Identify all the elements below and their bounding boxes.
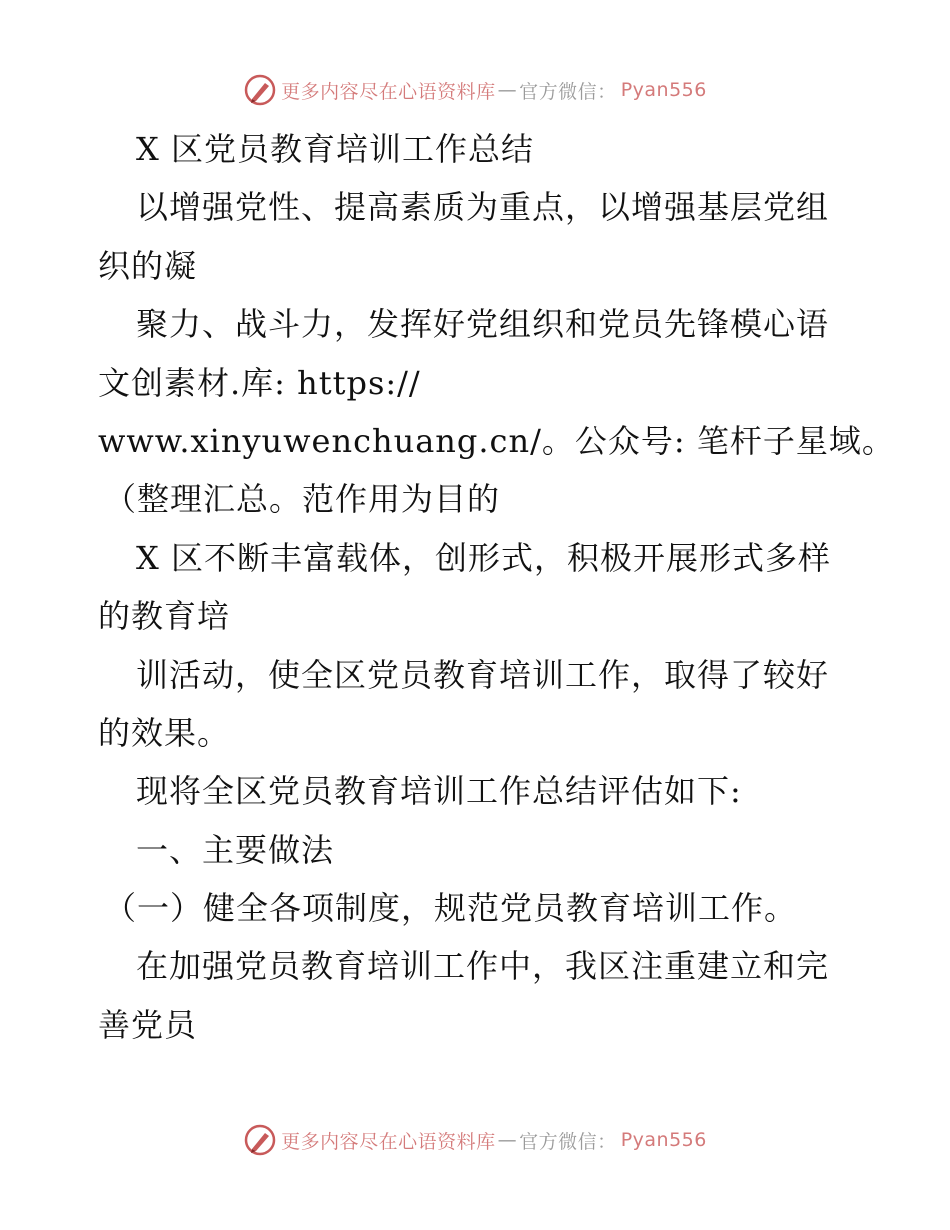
paragraph-line: 聚力、战斗力，发挥好党组织和党员先锋模心语 xyxy=(136,305,830,344)
paragraph-line: 善党员 xyxy=(98,1005,198,1044)
paragraph-line: 织的凝 xyxy=(98,246,198,285)
watermark-separator: — xyxy=(497,1129,518,1151)
document-title: X 区党员教育培训工作总结 xyxy=(136,130,534,168)
paragraph-line: X 区不断丰富载体，创形式，积极开展形式多样 xyxy=(136,538,831,577)
watermark-wechat-id: Pyan556 xyxy=(620,1129,707,1151)
pen-seal-icon xyxy=(243,73,277,107)
paragraph-line: 的教育培 xyxy=(98,597,231,636)
watermark-text: 更多内容尽在心语资料库 xyxy=(281,1130,496,1153)
paragraph-line: 在加强党员教育培训工作中，我区注重建立和完 xyxy=(136,947,830,986)
paragraph-line: 文创素材.库: https:// xyxy=(98,363,421,402)
paragraph-line: 的效果。 xyxy=(98,713,231,752)
paragraph-line: 以增强党性、提高素质为重点，以增强基层党组 xyxy=(136,188,830,227)
paragraph-line: （整理汇总。范作用为目的 xyxy=(104,480,501,519)
watermark-label: 官方微信： xyxy=(519,1130,617,1153)
watermark-banner-bottom xyxy=(0,1120,950,1160)
watermark-wechat-id: Pyan556 xyxy=(620,79,707,101)
document-body xyxy=(98,120,895,1054)
watermark-banner-top xyxy=(0,70,950,110)
section-heading: 一、主要做法 xyxy=(136,830,335,869)
watermark-text: 更多内容尽在心语资料库 xyxy=(281,80,496,103)
paragraph-line: 现将全区党员教育培训工作总结评估如下: xyxy=(136,772,742,811)
watermark-label: 官方微信： xyxy=(519,80,617,103)
paragraph-line: 训活动，使全区党员教育培训工作，取得了较好 xyxy=(136,655,830,694)
pen-seal-icon xyxy=(243,1123,277,1157)
watermark-separator: — xyxy=(497,79,518,101)
paragraph-line: www.xinyuwenchuang.cn/。公众号: 笔杆子星域。 xyxy=(98,421,895,460)
subsection-heading: （一）健全各项制度，规范党员教育培训工作。 xyxy=(104,889,798,928)
